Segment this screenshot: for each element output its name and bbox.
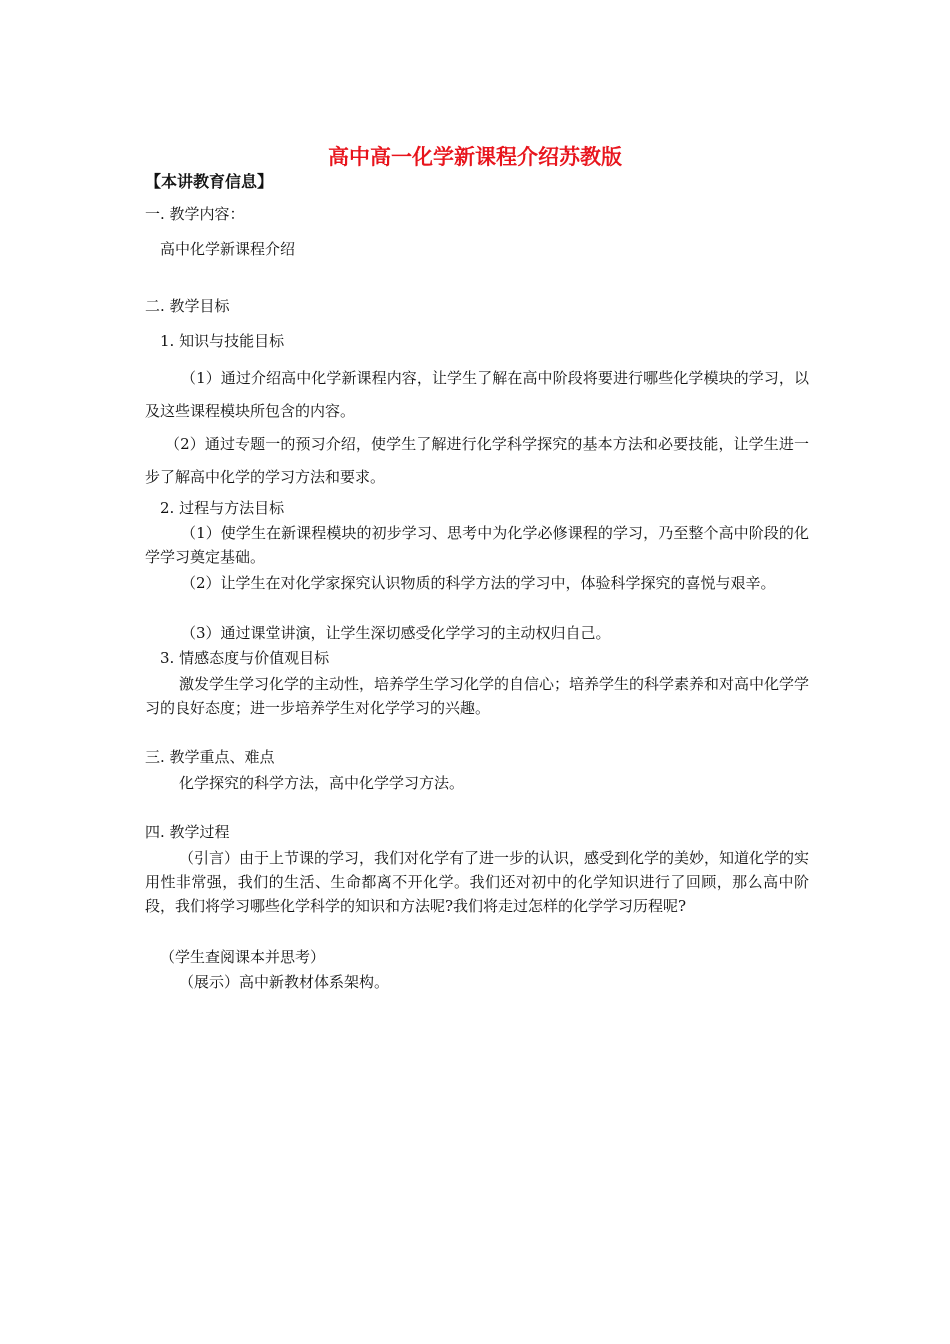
goal-2-paragraph-1: （1）使学生在新课程模块的初步学习、思考中为化学必修课程的学习，乃至整个高中阶段的化学学习奠定基础。 [145,524,809,566]
goal-2-paragraph-3: （3）通过课堂讲演，让学生深切感受化学学习的主动权归自己。 [181,624,611,642]
section-2-heading: 二. 教学目标 [145,297,230,315]
goal-3-paragraph-1: 激发学生学习化学的主动性，培养学生学习化学的自信心；培养学生的科学素养和对高中化学学习的良好态度；进一步培养学生对化学学习的兴趣。 [145,675,810,717]
goal-3-heading: 3. 情感态度与价值观目标 [160,649,330,667]
section-4-paragraph-3: （展示）高中新教材体系架构。 [179,973,390,991]
section-3-content: 化学探究的科学方法，高中化学学习方法。 [179,774,465,792]
section-1-heading: 一. 教学内容： [145,205,245,223]
info-header: 【本讲教育信息】 [145,172,274,191]
goal-1-paragraph-1: （1）通过介绍高中化学新课程内容，让学生了解在高中阶段将要进行哪些化学模块的学习，以及这些课程模块所包含的内容。 [145,369,809,420]
section-3-heading: 三. 教学重点、难点 [145,748,275,766]
section-4-paragraph-1: （引言）由于上节课的学习，我们对化学有了进一步的认识，感受到化学的美妙，知道化学的实用性非常强，我们的生活、生命都离不开化学。我们还对初中的化学知识进行了回顾，那么高中阶段，我们将学习哪些化学科学的知识和方法呢?我们将走过怎样的化学学习历程呢? [145,849,810,915]
document-title: 高中高一化学新课程介绍苏教版 [328,144,622,169]
section-4-heading: 四. 教学过程 [145,823,230,841]
goal-2-paragraph-2: （2）让学生在对化学家探究认识物质的科学方法的学习中，体验科学探究的喜悦与艰辛。 [181,574,776,592]
section-4-paragraph-2: （学生查阅课本并思考） [160,948,326,966]
goal-1-paragraph-2: （2）通过专题一的预习介绍，使学生了解进行化学科学探究的基本方法和必要技能，让学生进一步了解高中化学的学习方法和要求。 [145,435,809,486]
goal-2-heading: 2. 过程与方法目标 [160,499,285,517]
goal-1-heading: 1. 知识与技能目标 [160,332,285,350]
section-1-content: 高中化学新课程介绍 [160,240,296,258]
